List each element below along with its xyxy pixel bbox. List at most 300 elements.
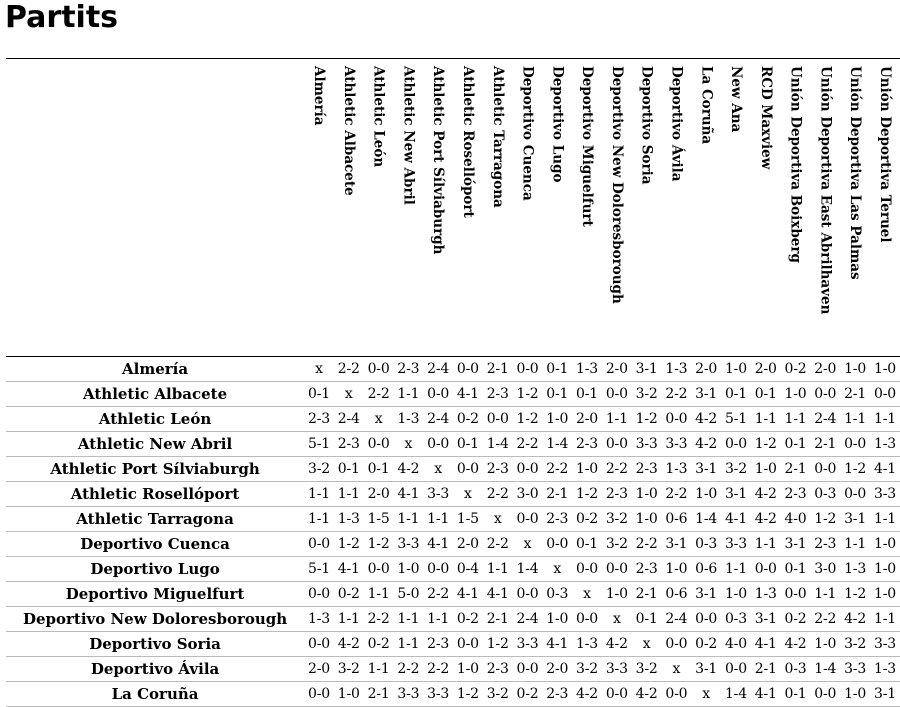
column-header-label: Unión Deportiva Las Palmas bbox=[847, 66, 864, 280]
result-cell: 0-2 bbox=[781, 357, 811, 382]
result-cell: 0-3 bbox=[691, 532, 721, 557]
result-cell: 0-1 bbox=[542, 357, 572, 382]
row-header: Deportivo Soria bbox=[6, 632, 304, 657]
column-header bbox=[602, 59, 632, 357]
result-cell: 1-2 bbox=[751, 432, 781, 457]
result-cell: 1-1 bbox=[721, 557, 751, 582]
result-cell: 3-3 bbox=[602, 657, 632, 682]
table-row bbox=[6, 682, 900, 707]
result-cell: 0-0 bbox=[572, 607, 602, 632]
result-cell: 0-0 bbox=[661, 682, 691, 707]
column-header bbox=[810, 59, 840, 357]
result-cell: x bbox=[542, 557, 572, 582]
row-header: Deportivo Ávila bbox=[6, 657, 304, 682]
result-cell: 1-0 bbox=[721, 582, 751, 607]
result-cell: 5-1 bbox=[304, 432, 334, 457]
result-cell: 0-2 bbox=[691, 632, 721, 657]
result-cell: 0-2 bbox=[453, 407, 483, 432]
result-cell: 5-1 bbox=[304, 557, 334, 582]
result-cell: 0-0 bbox=[602, 382, 632, 407]
result-cell: 2-4 bbox=[334, 407, 364, 432]
result-cell: 4-2 bbox=[781, 632, 811, 657]
result-cell: 1-0 bbox=[721, 357, 751, 382]
result-cell: 2-1 bbox=[781, 457, 811, 482]
result-cell: x bbox=[602, 607, 632, 632]
result-cell: 1-0 bbox=[632, 482, 662, 507]
result-cell: 0-0 bbox=[840, 482, 870, 507]
column-header bbox=[721, 59, 751, 357]
column-header-label: Unión Deportiva East Abrilhaven bbox=[817, 66, 834, 315]
table-row bbox=[6, 532, 900, 557]
result-cell: 4-1 bbox=[721, 507, 751, 532]
result-cell: 4-1 bbox=[453, 382, 483, 407]
result-cell: 0-4 bbox=[453, 557, 483, 582]
result-cell: 2-2 bbox=[810, 607, 840, 632]
result-cell: 1-0 bbox=[870, 557, 900, 582]
result-cell: 1-3 bbox=[304, 607, 334, 632]
result-cell: 0-0 bbox=[304, 682, 334, 707]
result-cell: 2-1 bbox=[542, 482, 572, 507]
result-cell: 1-1 bbox=[423, 507, 453, 532]
result-cell: 3-1 bbox=[632, 357, 662, 382]
result-cell: 0-0 bbox=[304, 632, 334, 657]
result-cell: 1-4 bbox=[691, 507, 721, 532]
result-cell: 1-5 bbox=[453, 507, 483, 532]
result-cell: 1-4 bbox=[513, 557, 543, 582]
column-header-label: Athletic New Abril bbox=[400, 66, 417, 205]
results-table bbox=[6, 58, 900, 707]
result-cell: 0-1 bbox=[721, 382, 751, 407]
table-row bbox=[6, 507, 900, 532]
result-cell: 1-2 bbox=[840, 582, 870, 607]
result-cell: 3-3 bbox=[423, 482, 453, 507]
result-cell: 0-0 bbox=[661, 632, 691, 657]
result-cell: 0-2 bbox=[334, 582, 364, 607]
result-cell: 2-3 bbox=[810, 532, 840, 557]
column-header bbox=[542, 59, 572, 357]
column-header-label: RCD Maxview bbox=[757, 66, 774, 170]
result-cell: 1-0 bbox=[542, 607, 572, 632]
column-header bbox=[572, 59, 602, 357]
result-cell: 0-0 bbox=[423, 382, 453, 407]
result-cell: 1-0 bbox=[840, 357, 870, 382]
result-cell: 2-1 bbox=[483, 357, 513, 382]
result-cell: 0-0 bbox=[513, 582, 543, 607]
result-cell: 0-0 bbox=[691, 607, 721, 632]
result-cell: 3-3 bbox=[870, 632, 900, 657]
result-cell: 4-2 bbox=[840, 607, 870, 632]
result-cell: 0-0 bbox=[810, 457, 840, 482]
result-cell: 2-4 bbox=[810, 407, 840, 432]
result-cell: 2-1 bbox=[483, 607, 513, 632]
result-cell: 2-3 bbox=[542, 682, 572, 707]
result-cell: 1-3 bbox=[572, 632, 602, 657]
table-row bbox=[6, 382, 900, 407]
result-cell: 2-0 bbox=[572, 407, 602, 432]
result-cell: 1-0 bbox=[781, 382, 811, 407]
result-cell: 1-2 bbox=[572, 482, 602, 507]
result-cell: 1-3 bbox=[870, 657, 900, 682]
result-cell: 0-3 bbox=[781, 657, 811, 682]
result-cell: 5-1 bbox=[721, 407, 751, 432]
result-cell: 1-1 bbox=[393, 607, 423, 632]
result-cell: 1-0 bbox=[602, 582, 632, 607]
page-title: Partits bbox=[5, 0, 119, 35]
column-header-label: Unión Deportiva Teruel bbox=[876, 66, 893, 243]
result-cell: 3-3 bbox=[513, 632, 543, 657]
table-row bbox=[6, 407, 900, 432]
result-cell: 1-4 bbox=[542, 432, 572, 457]
result-cell: 4-2 bbox=[751, 507, 781, 532]
result-cell: 1-1 bbox=[870, 507, 900, 532]
result-cell: 0-1 bbox=[572, 532, 602, 557]
result-cell: 0-3 bbox=[810, 482, 840, 507]
result-cell: 2-2 bbox=[364, 607, 394, 632]
result-cell: 0-0 bbox=[513, 357, 543, 382]
result-cell: 2-2 bbox=[483, 532, 513, 557]
result-cell: 0-1 bbox=[632, 607, 662, 632]
result-cell: 0-0 bbox=[513, 457, 543, 482]
result-cell: 1-0 bbox=[870, 357, 900, 382]
result-cell: 2-2 bbox=[542, 457, 572, 482]
result-cell: 4-1 bbox=[453, 582, 483, 607]
result-cell: 0-2 bbox=[453, 607, 483, 632]
result-cell: 0-0 bbox=[810, 682, 840, 707]
result-cell: 0-0 bbox=[870, 382, 900, 407]
table-row bbox=[6, 632, 900, 657]
result-cell: 3-2 bbox=[632, 657, 662, 682]
column-header-label: Deportivo Soria bbox=[638, 66, 655, 185]
result-cell: x bbox=[423, 457, 453, 482]
result-cell: 1-0 bbox=[572, 457, 602, 482]
result-cell: 1-0 bbox=[870, 582, 900, 607]
table-row bbox=[6, 357, 900, 382]
result-cell: 2-2 bbox=[393, 657, 423, 682]
row-header: Athletic Albacete bbox=[6, 382, 304, 407]
table-row bbox=[6, 657, 900, 682]
result-cell: 0-2 bbox=[513, 682, 543, 707]
result-cell: 0-1 bbox=[781, 682, 811, 707]
table-row bbox=[6, 557, 900, 582]
result-cell: 3-2 bbox=[483, 682, 513, 707]
column-header-label: Athletic Tarragona bbox=[489, 66, 506, 208]
result-cell: 0-2 bbox=[572, 507, 602, 532]
result-cell: 1-0 bbox=[751, 457, 781, 482]
result-cell: x bbox=[513, 532, 543, 557]
result-cell: 1-4 bbox=[721, 682, 751, 707]
column-header-label: Unión Deportiva Boixberg bbox=[787, 66, 804, 263]
row-header: Deportivo Cuenca bbox=[6, 532, 304, 557]
result-cell: 0-1 bbox=[542, 382, 572, 407]
table-body bbox=[6, 357, 900, 707]
result-cell: 4-1 bbox=[483, 582, 513, 607]
result-cell: 4-1 bbox=[542, 632, 572, 657]
result-cell: 1-3 bbox=[840, 557, 870, 582]
result-cell: 1-3 bbox=[572, 357, 602, 382]
result-cell: 1-0 bbox=[334, 682, 364, 707]
result-cell: 4-2 bbox=[334, 632, 364, 657]
result-cell: 3-2 bbox=[304, 457, 334, 482]
result-cell: 0-0 bbox=[572, 557, 602, 582]
result-cell: 3-2 bbox=[632, 382, 662, 407]
result-cell: 4-2 bbox=[572, 682, 602, 707]
result-cell: 1-3 bbox=[661, 357, 691, 382]
result-cell: 3-1 bbox=[661, 532, 691, 557]
result-cell: 2-3 bbox=[602, 482, 632, 507]
result-cell: 3-3 bbox=[632, 432, 662, 457]
result-cell: 2-2 bbox=[483, 482, 513, 507]
result-cell: 0-1 bbox=[781, 432, 811, 457]
result-cell: 3-2 bbox=[840, 632, 870, 657]
result-cell: 1-2 bbox=[334, 532, 364, 557]
column-header-label: La Coruña bbox=[698, 66, 715, 145]
result-cell: 1-2 bbox=[632, 407, 662, 432]
result-cell: 1-2 bbox=[840, 457, 870, 482]
column-header bbox=[840, 59, 870, 357]
result-cell: 2-1 bbox=[632, 582, 662, 607]
column-header-label: Athletic León bbox=[370, 66, 387, 168]
result-cell: 4-2 bbox=[691, 407, 721, 432]
result-cell: 1-1 bbox=[781, 407, 811, 432]
result-cell: 0-0 bbox=[483, 407, 513, 432]
result-cell: 0-0 bbox=[423, 557, 453, 582]
result-cell: 0-0 bbox=[364, 557, 394, 582]
result-cell: 2-0 bbox=[810, 357, 840, 382]
column-header-label: Deportivo Miguelfurt bbox=[579, 66, 596, 227]
table-row bbox=[6, 457, 900, 482]
result-cell: 1-1 bbox=[483, 557, 513, 582]
column-header-label: Athletic Rosellóport bbox=[460, 66, 477, 218]
result-cell: 3-3 bbox=[870, 482, 900, 507]
result-cell: 4-1 bbox=[393, 482, 423, 507]
result-cell: 3-1 bbox=[870, 682, 900, 707]
result-cell: 1-5 bbox=[364, 507, 394, 532]
column-header bbox=[781, 59, 811, 357]
result-cell: 1-2 bbox=[513, 407, 543, 432]
result-cell: 4-1 bbox=[751, 632, 781, 657]
result-cell: 1-1 bbox=[870, 407, 900, 432]
result-cell: 0-1 bbox=[751, 382, 781, 407]
result-cell: 0-1 bbox=[304, 382, 334, 407]
column-header bbox=[661, 59, 691, 357]
column-header bbox=[393, 59, 423, 357]
result-cell: 1-1 bbox=[751, 407, 781, 432]
result-cell: 1-1 bbox=[364, 657, 394, 682]
result-cell: 1-0 bbox=[393, 557, 423, 582]
column-header bbox=[334, 59, 364, 357]
result-cell: 2-3 bbox=[393, 357, 423, 382]
result-cell: 1-3 bbox=[334, 507, 364, 532]
result-cell: x bbox=[393, 432, 423, 457]
column-header bbox=[513, 59, 543, 357]
row-header: Deportivo New Doloresborough bbox=[6, 607, 304, 632]
column-header-label: Athletic Port Sílviaburgh bbox=[430, 66, 447, 255]
column-header-label: Deportivo New Doloresborough bbox=[608, 66, 625, 304]
result-cell: 0-0 bbox=[513, 657, 543, 682]
result-cell: 0-1 bbox=[453, 432, 483, 457]
result-cell: 2-2 bbox=[632, 532, 662, 557]
result-cell: 0-1 bbox=[781, 557, 811, 582]
row-header: Deportivo Miguelfurt bbox=[6, 582, 304, 607]
result-cell: 2-4 bbox=[661, 607, 691, 632]
table-row bbox=[6, 482, 900, 507]
result-cell: 1-0 bbox=[661, 557, 691, 582]
column-header bbox=[364, 59, 394, 357]
result-cell: 0-0 bbox=[602, 557, 632, 582]
result-cell: 2-4 bbox=[423, 407, 453, 432]
result-cell: 2-3 bbox=[632, 457, 662, 482]
row-header: Athletic Tarragona bbox=[6, 507, 304, 532]
column-header bbox=[691, 59, 721, 357]
result-cell: 1-0 bbox=[691, 482, 721, 507]
result-cell: 2-3 bbox=[781, 482, 811, 507]
column-header-label: New Ana bbox=[728, 66, 745, 133]
result-cell: 3-3 bbox=[721, 532, 751, 557]
result-cell: 4-2 bbox=[393, 457, 423, 482]
result-cell: 2-1 bbox=[810, 432, 840, 457]
row-header: Almería bbox=[6, 357, 304, 382]
result-cell: 1-1 bbox=[393, 507, 423, 532]
result-cell: 2-4 bbox=[513, 607, 543, 632]
result-cell: 1-4 bbox=[483, 432, 513, 457]
result-cell: 3-1 bbox=[840, 507, 870, 532]
result-cell: 1-1 bbox=[810, 582, 840, 607]
result-cell: 4-1 bbox=[751, 682, 781, 707]
result-cell: 3-1 bbox=[721, 482, 751, 507]
row-header: Deportivo Lugo bbox=[6, 557, 304, 582]
result-cell: 2-0 bbox=[453, 532, 483, 557]
result-cell: 2-1 bbox=[840, 382, 870, 407]
table-row bbox=[6, 582, 900, 607]
result-cell: 2-2 bbox=[602, 457, 632, 482]
result-cell: 2-3 bbox=[483, 457, 513, 482]
result-cell: 3-1 bbox=[691, 457, 721, 482]
result-cell: 3-1 bbox=[691, 382, 721, 407]
result-cell: 1-1 bbox=[840, 532, 870, 557]
result-cell: 1-1 bbox=[602, 407, 632, 432]
result-cell: 2-3 bbox=[572, 432, 602, 457]
result-cell: 3-3 bbox=[423, 682, 453, 707]
column-header bbox=[632, 59, 662, 357]
row-header: Athletic Port Sílviaburgh bbox=[6, 457, 304, 482]
column-header bbox=[423, 59, 453, 357]
column-header-label: Almería bbox=[311, 66, 328, 126]
result-cell: 3-1 bbox=[751, 607, 781, 632]
result-cell: 2-3 bbox=[483, 657, 513, 682]
column-header bbox=[483, 59, 513, 357]
result-cell: 0-0 bbox=[423, 432, 453, 457]
corner-cell bbox=[6, 59, 304, 357]
result-cell: x bbox=[334, 382, 364, 407]
result-cell: 2-3 bbox=[542, 507, 572, 532]
result-cell: 3-2 bbox=[602, 507, 632, 532]
row-header: La Coruña bbox=[6, 682, 304, 707]
header-row bbox=[6, 59, 900, 357]
result-cell: 3-2 bbox=[721, 457, 751, 482]
result-cell: 1-2 bbox=[513, 382, 543, 407]
result-cell: 0-3 bbox=[542, 582, 572, 607]
result-cell: 0-0 bbox=[602, 432, 632, 457]
result-cell: 4-0 bbox=[781, 507, 811, 532]
result-cell: 0-6 bbox=[661, 507, 691, 532]
result-cell: x bbox=[453, 482, 483, 507]
result-cell: 0-0 bbox=[304, 582, 334, 607]
result-cell: 1-1 bbox=[364, 582, 394, 607]
result-cell: 3-0 bbox=[810, 557, 840, 582]
result-cell: 2-0 bbox=[691, 357, 721, 382]
result-cell: x bbox=[661, 657, 691, 682]
result-cell: 2-1 bbox=[751, 657, 781, 682]
result-cell: 0-2 bbox=[781, 607, 811, 632]
result-cell: 2-3 bbox=[423, 632, 453, 657]
result-cell: 1-1 bbox=[393, 632, 423, 657]
result-cell: 3-3 bbox=[840, 657, 870, 682]
result-cell: 1-1 bbox=[423, 607, 453, 632]
result-cell: 2-0 bbox=[542, 657, 572, 682]
result-cell: 1-2 bbox=[483, 632, 513, 657]
result-cell: 0-0 bbox=[364, 432, 394, 457]
result-cell: 1-3 bbox=[751, 582, 781, 607]
result-cell: x bbox=[572, 582, 602, 607]
result-cell: 3-2 bbox=[334, 657, 364, 682]
result-cell: 1-1 bbox=[870, 607, 900, 632]
column-header bbox=[751, 59, 781, 357]
result-cell: 0-1 bbox=[572, 382, 602, 407]
result-cell: 1-3 bbox=[870, 432, 900, 457]
result-cell: 3-2 bbox=[572, 657, 602, 682]
result-cell: 1-1 bbox=[751, 532, 781, 557]
result-cell: 1-2 bbox=[810, 507, 840, 532]
result-cell: 0-0 bbox=[513, 507, 543, 532]
result-cell: 1-0 bbox=[840, 682, 870, 707]
result-cell: 0-6 bbox=[661, 582, 691, 607]
result-cell: 2-2 bbox=[661, 482, 691, 507]
result-cell: 2-3 bbox=[334, 432, 364, 457]
result-cell: 0-0 bbox=[453, 457, 483, 482]
result-cell: 1-1 bbox=[393, 382, 423, 407]
result-cell: 0-0 bbox=[661, 407, 691, 432]
result-cell: 2-2 bbox=[513, 432, 543, 457]
result-cell: 3-3 bbox=[661, 432, 691, 457]
result-cell: 0-3 bbox=[721, 607, 751, 632]
result-cell: 2-2 bbox=[661, 382, 691, 407]
result-cell: 4-0 bbox=[721, 632, 751, 657]
result-cell: 2-2 bbox=[423, 582, 453, 607]
result-cell: 1-4 bbox=[810, 657, 840, 682]
result-cell: 1-0 bbox=[632, 507, 662, 532]
result-cell: x bbox=[632, 632, 662, 657]
result-cell: 2-2 bbox=[334, 357, 364, 382]
result-cell: 2-1 bbox=[364, 682, 394, 707]
row-header: Athletic New Abril bbox=[6, 432, 304, 457]
result-cell: 2-4 bbox=[423, 357, 453, 382]
result-cell: 0-0 bbox=[751, 557, 781, 582]
result-cell: x bbox=[691, 682, 721, 707]
column-header-label: Deportivo Ávila bbox=[668, 66, 685, 182]
result-cell: 0-0 bbox=[453, 357, 483, 382]
column-header-label: Deportivo Lugo bbox=[549, 66, 566, 183]
result-cell: 4-2 bbox=[751, 482, 781, 507]
result-cell: 5-0 bbox=[393, 582, 423, 607]
result-cell: 1-0 bbox=[870, 532, 900, 557]
result-cell: 1-0 bbox=[542, 407, 572, 432]
column-header bbox=[453, 59, 483, 357]
result-cell: 2-2 bbox=[364, 382, 394, 407]
result-cell: 1-2 bbox=[364, 532, 394, 557]
result-cell: 2-2 bbox=[423, 657, 453, 682]
result-cell: x bbox=[483, 507, 513, 532]
column-header-label: Athletic Albacete bbox=[340, 66, 357, 196]
